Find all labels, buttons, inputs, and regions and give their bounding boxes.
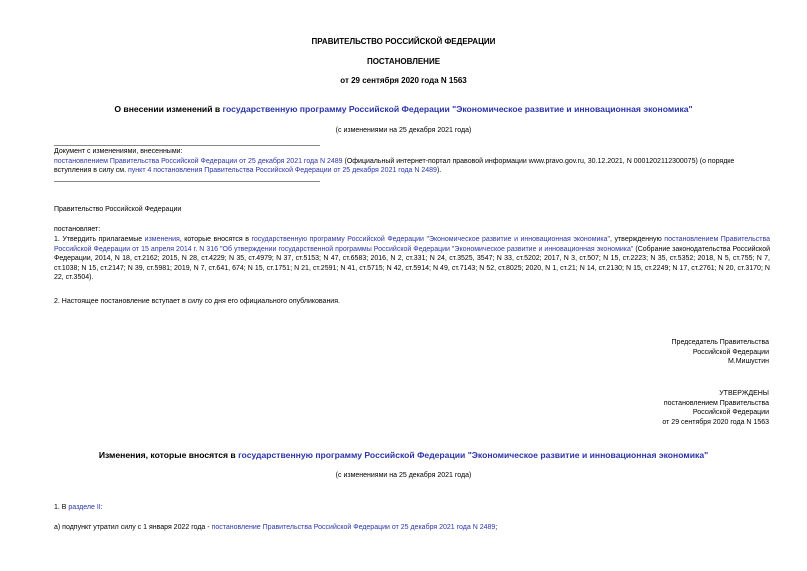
- page-title: [0, 105, 807, 115]
- item-1-suffix: :: [100, 504, 103, 511]
- item-a: [54, 523, 497, 533]
- changes-edition-note: (с изменениями на 25 декабря 2021 года): [335, 472, 472, 479]
- changes-box-end: ).: [436, 167, 442, 175]
- item-a-suffix: ;: [495, 524, 498, 531]
- amendment-link[interactable]: постановлением Правительства Российской Федерации от 25 декабря 2021 года N 2489: [54, 157, 343, 165]
- p1-text-2: , которые вносятся в: [179, 236, 252, 243]
- changes-box-heading: Документ с изменениями, внесенными:: [54, 148, 183, 155]
- p1-text-3: , утвержденную: [610, 236, 665, 243]
- changes-box: [54, 147, 770, 176]
- document-date-number: от 29 сентября 2020 года N 1563: [340, 76, 467, 85]
- approved-block: [662, 389, 769, 427]
- program-link-3[interactable]: государственную программу Российской Федерации "Экономическое развитие и инновационная экономика": [238, 450, 709, 460]
- title-prefix: О внесении изменений в: [114, 104, 223, 114]
- changes-box-source: (Официальный интернет-портал правовой информации www.pravo.gov.ru, 30.12.2021, N 0001202112300075) (о порядке вступления в силу см.: [54, 157, 735, 175]
- approved-line-4: от 29 сентября 2020 года N 1563: [662, 418, 769, 426]
- item-1: [54, 503, 103, 513]
- paragraph-1: [54, 235, 770, 283]
- changes-box-text: [54, 157, 770, 176]
- government-heading: ПРАВИТЕЛЬСТВО РОССИЙСКОЙ ФЕДЕРАЦИИ: [311, 37, 496, 46]
- item-1-prefix: 1. В: [54, 504, 69, 511]
- divider-top: [54, 145, 320, 146]
- signature-line-2: Российской Федерации: [692, 348, 769, 356]
- changes-title: [0, 451, 807, 461]
- p1-text-1: 1. Утвердить прилагаемые: [54, 236, 145, 243]
- divider-bottom: [54, 181, 320, 182]
- section-2-link[interactable]: разделе II: [68, 504, 101, 511]
- resolution-2489-link[interactable]: постановление Правительства Российской Федерации от 25 декабря 2021 года N 2489: [211, 524, 496, 531]
- program-link[interactable]: государственную программу Российской Федерации "Экономическое развитие и инновационная экономика": [222, 104, 693, 114]
- program-link-2[interactable]: государственную программу Российской Федерации "Экономическое развитие и инновационная экономика": [251, 236, 611, 243]
- signature-line-3: М.Мишустин: [727, 358, 769, 366]
- changes-link[interactable]: изменения: [144, 236, 180, 243]
- changes-title-prefix: Изменения, которые вносятся в: [98, 450, 239, 460]
- resolution-316-link[interactable]: постановлением Правительства Российской Федерации от 15 апреля 2014 г. N 316 "Об утверждении государственной программы Российской Федерации "Экономическое развитие и инновационная экономика": [54, 236, 770, 253]
- signature-block: [672, 338, 769, 367]
- entry-into-force-link[interactable]: пункт 4 постановления Правительства Российской Федерации от 25 декабря 2021 года N 2489: [128, 167, 437, 175]
- approved-line-1: УТВЕРЖДЕНЫ: [719, 390, 769, 397]
- signature-line-1: Председатель Правительства: [671, 339, 769, 346]
- government-line: Правительство Российской Федерации: [54, 206, 182, 213]
- item-a-prefix: а) подпункт утратил силу с 1 января 2022 года -: [54, 524, 212, 531]
- approved-line-3: Российской Федерации: [692, 409, 769, 417]
- p1-text-4: (Собрание законодательства Российской Федерации, 2014, N 18, ст.2162; 2015, N 28, ст.4229; N 35, ст.4979; N 37, ст.5153; N 47, ст.6583; 2016, N 2, ст.331; N 24, ст.3525, 3547; N 33, ст.5202; 2017, N 3, ст.507; N 15, ст.2223; N 35, ст.5352; 2018, N 5, ст.755; N 7, ст.1038; N 15, ст.2147; N 39, ст.5981; 2019, N 7, ст.641, 674; N 15, ст.1751; N 21, ст.2591; N 41, ст.5715; N 42, ст.5914; N 49, ст.7143; N 52, ст.8025; 2020, N 1, ст.21; N 14, ст.2130; N 15, ст.2249; N 17, ст.2761; N 20, ст.3170; N 22, ст.3504).: [54, 245, 770, 282]
- edition-note: (с изменениями на 25 декабря 2021 года): [335, 127, 472, 134]
- paragraph-2: 2. Настоящее постановление вступает в силу со дня его официального опубликования.: [54, 298, 340, 305]
- decides-line: постановляет:: [54, 226, 101, 233]
- document-type: ПОСТАНОВЛЕНИЕ: [366, 57, 441, 66]
- approved-line-2: постановлением Правительства: [663, 399, 769, 407]
